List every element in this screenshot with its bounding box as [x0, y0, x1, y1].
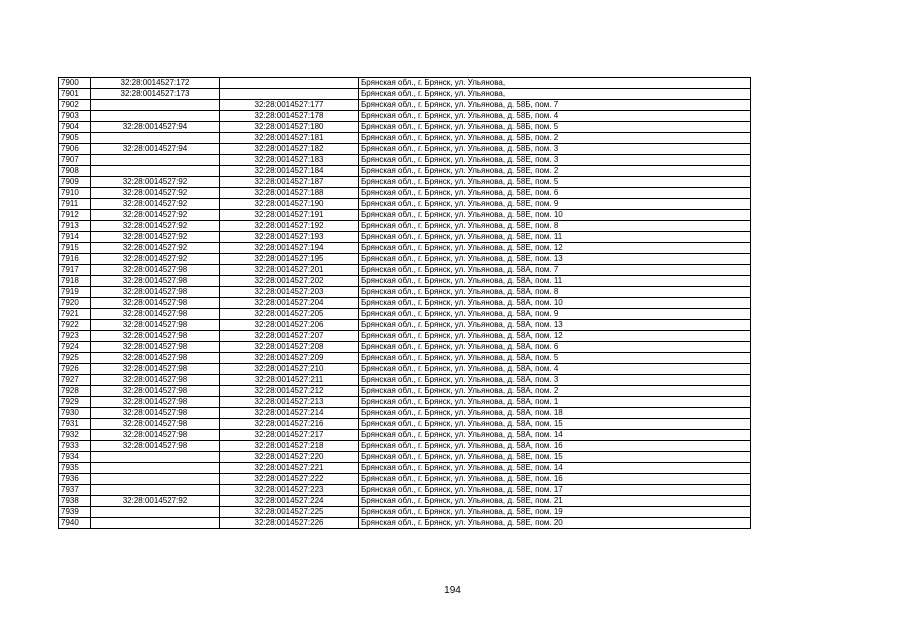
row-number-cell: 7932 — [59, 430, 91, 441]
table-row — [59, 342, 751, 353]
parent-cadastral-cell: 32:28:0014527:92 — [91, 221, 220, 232]
address-cell: Брянская обл., г. Брянск, ул. Ульянова, д. 58Е, пом. 19 — [359, 507, 751, 518]
row-number-cell: 7909 — [59, 177, 91, 188]
address-cell: Брянская обл., г. Брянск, ул. Ульянова, д. 58А, пом. 6 — [359, 342, 751, 353]
row-number-cell: 7921 — [59, 309, 91, 320]
address-cell: Брянская обл., г. Брянск, ул. Ульянова, д. 58Е, пом. 8 — [359, 221, 751, 232]
address-cell: Брянская обл., г. Брянск, ул. Ульянова, д. 58А, пом. 3 — [359, 375, 751, 386]
parent-cadastral-cell: 32:28:0014527:94 — [91, 122, 220, 133]
cadastral-number-cell: 32:28:0014527:193 — [220, 232, 359, 243]
row-number-cell: 7917 — [59, 265, 91, 276]
parent-cadastral-cell: 32:28:0014527:98 — [91, 408, 220, 419]
row-number-cell: 7936 — [59, 474, 91, 485]
parent-cadastral-cell: 32:28:0014527:92 — [91, 232, 220, 243]
parent-cadastral-cell: 32:28:0014527:98 — [91, 331, 220, 342]
row-number-cell: 7910 — [59, 188, 91, 199]
address-cell: Брянская обл., г. Брянск, ул. Ульянова, д. 58Е, пом. 6 — [359, 188, 751, 199]
cadastral-number-cell: 32:28:0014527:210 — [220, 364, 359, 375]
parent-cadastral-cell: 32:28:0014527:98 — [91, 265, 220, 276]
cadastral-number-cell: 32:28:0014527:187 — [220, 177, 359, 188]
table-row — [59, 518, 751, 529]
address-cell: Брянская обл., г. Брянск, ул. Ульянова, д. 58Е, пом. 20 — [359, 518, 751, 529]
cadastral-number-cell: 32:28:0014527:177 — [220, 100, 359, 111]
row-number-cell: 7933 — [59, 441, 91, 452]
cadastral-number-cell: 32:28:0014527:182 — [220, 144, 359, 155]
row-number-cell: 7920 — [59, 298, 91, 309]
cadastral-number-cell: 32:28:0014527:209 — [220, 353, 359, 364]
table-row — [59, 309, 751, 320]
cadastral-number-cell: 32:28:0014527:205 — [220, 309, 359, 320]
parent-cadastral-cell: 32:28:0014527:98 — [91, 353, 220, 364]
address-cell: Брянская обл., г. Брянск, ул. Ульянова, д. 58А, пом. 9 — [359, 309, 751, 320]
row-number-cell: 7915 — [59, 243, 91, 254]
row-number-cell: 7907 — [59, 155, 91, 166]
address-cell: Брянская обл., г. Брянск, ул. Ульянова, д. 58А, пом. 15 — [359, 419, 751, 430]
table-row — [59, 188, 751, 199]
cadastral-number-cell: 32:28:0014527:221 — [220, 463, 359, 474]
address-cell: Брянская обл., г. Брянск, ул. Ульянова, д. 58А, пом. 7 — [359, 265, 751, 276]
row-number-cell: 7923 — [59, 331, 91, 342]
parent-cadastral-cell — [91, 452, 220, 463]
parent-cadastral-cell — [91, 155, 220, 166]
parent-cadastral-cell: 32:28:0014527:92 — [91, 177, 220, 188]
address-cell: Брянская обл., г. Брянск, ул. Ульянова, д. 58Б, пом. 4 — [359, 111, 751, 122]
address-cell: Брянская обл., г. Брянск, ул. Ульянова, д. 58Б, пом. 2 — [359, 133, 751, 144]
table-row — [59, 331, 751, 342]
address-cell: Брянская обл., г. Брянск, ул. Ульянова, д. 58Е, пом. 13 — [359, 254, 751, 265]
parent-cadastral-cell: 32:28:0014527:98 — [91, 375, 220, 386]
row-number-cell: 7918 — [59, 276, 91, 287]
table-row — [59, 441, 751, 452]
row-number-cell: 7925 — [59, 353, 91, 364]
cadastral-number-cell: 32:28:0014527:202 — [220, 276, 359, 287]
table-row — [59, 452, 751, 463]
table-row — [59, 155, 751, 166]
cadastral-number-cell — [220, 78, 359, 89]
address-cell: Брянская обл., г. Брянск, ул. Ульянова, д. 58Е, пом. 15 — [359, 452, 751, 463]
row-number-cell: 7908 — [59, 166, 91, 177]
row-number-cell: 7927 — [59, 375, 91, 386]
parent-cadastral-cell: 32:28:0014527:98 — [91, 320, 220, 331]
cadastral-number-cell: 32:28:0014527:207 — [220, 331, 359, 342]
address-cell: Брянская обл., г. Брянск, ул. Ульянова, д. 58А, пом. 5 — [359, 353, 751, 364]
row-number-cell: 7930 — [59, 408, 91, 419]
table-row — [59, 276, 751, 287]
row-number-cell: 7901 — [59, 89, 91, 100]
table-row — [59, 320, 751, 331]
cadastral-number-cell — [220, 89, 359, 100]
row-number-cell: 7902 — [59, 100, 91, 111]
cadastral-number-cell: 32:28:0014527:213 — [220, 397, 359, 408]
row-number-cell: 7903 — [59, 111, 91, 122]
parent-cadastral-cell: 32:28:0014527:94 — [91, 144, 220, 155]
table-row — [59, 265, 751, 276]
row-number-cell: 7928 — [59, 386, 91, 397]
address-cell: Брянская обл., г. Брянск, ул. Ульянова, д. 58Б, пом. 5 — [359, 122, 751, 133]
cadastral-number-cell: 32:28:0014527:181 — [220, 133, 359, 144]
row-number-cell: 7922 — [59, 320, 91, 331]
parent-cadastral-cell: 32:28:0014527:98 — [91, 287, 220, 298]
table-row — [59, 474, 751, 485]
cadastral-number-cell: 32:28:0014527:190 — [220, 199, 359, 210]
row-number-cell: 7939 — [59, 507, 91, 518]
table-row — [59, 89, 751, 100]
table-row — [59, 287, 751, 298]
table-row — [59, 298, 751, 309]
cadastral-table — [58, 77, 751, 529]
cadastral-number-cell: 32:28:0014527:178 — [220, 111, 359, 122]
parent-cadastral-cell: 32:28:0014527:98 — [91, 430, 220, 441]
cadastral-number-cell: 32:28:0014527:226 — [220, 518, 359, 529]
row-number-cell: 7937 — [59, 485, 91, 496]
address-cell: Брянская обл., г. Брянск, ул. Ульянова, д. 58А, пом. 11 — [359, 276, 751, 287]
row-number-cell: 7929 — [59, 397, 91, 408]
table-row — [59, 210, 751, 221]
cadastral-number-cell: 32:28:0014527:220 — [220, 452, 359, 463]
cadastral-number-cell: 32:28:0014527:222 — [220, 474, 359, 485]
table-row — [59, 177, 751, 188]
parent-cadastral-cell: 32:28:0014527:92 — [91, 210, 220, 221]
cadastral-number-cell: 32:28:0014527:217 — [220, 430, 359, 441]
cadastral-number-cell: 32:28:0014527:223 — [220, 485, 359, 496]
cadastral-number-cell: 32:28:0014527:218 — [220, 441, 359, 452]
table-row — [59, 111, 751, 122]
cadastral-number-cell: 32:28:0014527:192 — [220, 221, 359, 232]
address-cell: Брянская обл., г. Брянск, ул. Ульянова, д. 58Е, пом. 12 — [359, 243, 751, 254]
cadastral-number-cell: 32:28:0014527:212 — [220, 386, 359, 397]
row-number-cell: 7935 — [59, 463, 91, 474]
table-body — [59, 78, 751, 529]
address-cell: Брянская обл., г. Брянск, ул. Ульянова, д. 58А, пом. 13 — [359, 320, 751, 331]
address-cell: Брянская обл., г. Брянск, ул. Ульянова, д. 58Е, пом. 14 — [359, 463, 751, 474]
row-number-cell: 7900 — [59, 78, 91, 89]
parent-cadastral-cell: 32:28:0014527:98 — [91, 276, 220, 287]
row-number-cell: 7906 — [59, 144, 91, 155]
table-row — [59, 364, 751, 375]
parent-cadastral-cell — [91, 507, 220, 518]
table-row — [59, 386, 751, 397]
address-cell: Брянская обл., г. Брянск, ул. Ульянова, д. 58А, пом. 8 — [359, 287, 751, 298]
cadastral-number-cell: 32:28:0014527:203 — [220, 287, 359, 298]
parent-cadastral-cell: 32:28:0014527:98 — [91, 386, 220, 397]
parent-cadastral-cell — [91, 485, 220, 496]
table-row — [59, 496, 751, 507]
table-row — [59, 430, 751, 441]
row-number-cell: 7914 — [59, 232, 91, 243]
table-row — [59, 353, 751, 364]
address-cell: Брянская обл., г. Брянск, ул. Ульянова, — [359, 89, 751, 100]
row-number-cell: 7931 — [59, 419, 91, 430]
parent-cadastral-cell: 32:28:0014527:98 — [91, 441, 220, 452]
address-cell: Брянская обл., г. Брянск, ул. Ульянова, д. 58Е, пом. 3 — [359, 155, 751, 166]
parent-cadastral-cell — [91, 474, 220, 485]
parent-cadastral-cell: 32:28:0014527:92 — [91, 254, 220, 265]
parent-cadastral-cell — [91, 111, 220, 122]
address-cell: Брянская обл., г. Брянск, ул. Ульянова, д. 58Е, пом. 9 — [359, 199, 751, 210]
address-cell: Брянская обл., г. Брянск, ул. Ульянова, д. 58А, пом. 16 — [359, 441, 751, 452]
parent-cadastral-cell: 32:28:0014527:98 — [91, 364, 220, 375]
address-cell: Брянская обл., г. Брянск, ул. Ульянова, д. 58А, пом. 1 — [359, 397, 751, 408]
row-number-cell: 7905 — [59, 133, 91, 144]
parent-cadastral-cell — [91, 133, 220, 144]
table-row — [59, 485, 751, 496]
cadastral-number-cell: 32:28:0014527:184 — [220, 166, 359, 177]
cadastral-number-cell: 32:28:0014527:201 — [220, 265, 359, 276]
parent-cadastral-cell: 32:28:0014527:98 — [91, 309, 220, 320]
cadastral-number-cell: 32:28:0014527:194 — [220, 243, 359, 254]
row-number-cell: 7912 — [59, 210, 91, 221]
row-number-cell: 7940 — [59, 518, 91, 529]
address-cell: Брянская обл., г. Брянск, ул. Ульянова, — [359, 78, 751, 89]
address-cell: Брянская обл., г. Брянск, ул. Ульянова, д. 58А, пом. 4 — [359, 364, 751, 375]
cadastral-number-cell: 32:28:0014527:191 — [220, 210, 359, 221]
row-number-cell: 7911 — [59, 199, 91, 210]
parent-cadastral-cell: 32:28:0014527:172 — [91, 78, 220, 89]
page-number: 194 — [444, 585, 461, 596]
table-row — [59, 419, 751, 430]
cadastral-number-cell: 32:28:0014527:180 — [220, 122, 359, 133]
row-number-cell: 7919 — [59, 287, 91, 298]
address-cell: Брянская обл., г. Брянск, ул. Ульянова, д. 58А, пом. 14 — [359, 430, 751, 441]
cadastral-number-cell: 32:28:0014527:208 — [220, 342, 359, 353]
table-row — [59, 144, 751, 155]
row-number-cell: 7913 — [59, 221, 91, 232]
row-number-cell: 7926 — [59, 364, 91, 375]
parent-cadastral-cell: 32:28:0014527:92 — [91, 188, 220, 199]
parent-cadastral-cell — [91, 166, 220, 177]
address-cell: Брянская обл., г. Брянск, ул. Ульянова, д. 58Б, пом. 7 — [359, 100, 751, 111]
parent-cadastral-cell: 32:28:0014527:92 — [91, 243, 220, 254]
cadastral-number-cell: 32:28:0014527:224 — [220, 496, 359, 507]
address-cell: Брянская обл., г. Брянск, ул. Ульянова, д. 58А, пом. 12 — [359, 331, 751, 342]
cadastral-number-cell: 32:28:0014527:216 — [220, 419, 359, 430]
cadastral-number-cell: 32:28:0014527:183 — [220, 155, 359, 166]
row-number-cell: 7938 — [59, 496, 91, 507]
row-number-cell: 7904 — [59, 122, 91, 133]
parent-cadastral-cell: 32:28:0014527:98 — [91, 419, 220, 430]
parent-cadastral-cell: 32:28:0014527:92 — [91, 199, 220, 210]
parent-cadastral-cell: 32:28:0014527:98 — [91, 298, 220, 309]
cadastral-number-cell: 32:28:0014527:214 — [220, 408, 359, 419]
address-cell: Брянская обл., г. Брянск, ул. Ульянова, д. 58Е, пом. 11 — [359, 232, 751, 243]
parent-cadastral-cell: 32:28:0014527:98 — [91, 397, 220, 408]
cadastral-number-cell: 32:28:0014527:225 — [220, 507, 359, 518]
table-row — [59, 199, 751, 210]
cadastral-number-cell: 32:28:0014527:188 — [220, 188, 359, 199]
cadastral-number-cell: 32:28:0014527:206 — [220, 320, 359, 331]
row-number-cell: 7916 — [59, 254, 91, 265]
table-row — [59, 254, 751, 265]
table-row — [59, 232, 751, 243]
table-row — [59, 243, 751, 254]
row-number-cell: 7924 — [59, 342, 91, 353]
cadastral-number-cell: 32:28:0014527:204 — [220, 298, 359, 309]
table-row — [59, 78, 751, 89]
table-row — [59, 221, 751, 232]
parent-cadastral-cell — [91, 463, 220, 474]
address-cell: Брянская обл., г. Брянск, ул. Ульянова, д. 58Е, пом. 21 — [359, 496, 751, 507]
table-row — [59, 122, 751, 133]
table-row — [59, 397, 751, 408]
cadastral-number-cell: 32:28:0014527:195 — [220, 254, 359, 265]
address-cell: Брянская обл., г. Брянск, ул. Ульянова, д. 58Е, пом. 10 — [359, 210, 751, 221]
parent-cadastral-cell — [91, 518, 220, 529]
address-cell: Брянская обл., г. Брянск, ул. Ульянова, д. 58Е, пом. 17 — [359, 485, 751, 496]
parent-cadastral-cell: 32:28:0014527:92 — [91, 496, 220, 507]
address-cell: Брянская обл., г. Брянск, ул. Ульянова, д. 58Е, пом. 5 — [359, 177, 751, 188]
parent-cadastral-cell: 32:28:0014527:173 — [91, 89, 220, 100]
address-cell: Брянская обл., г. Брянск, ул. Ульянова, д. 58А, пом. 2 — [359, 386, 751, 397]
table-row — [59, 463, 751, 474]
table-row — [59, 100, 751, 111]
address-cell: Брянская обл., г. Брянск, ул. Ульянова, д. 58Е, пом. 2 — [359, 166, 751, 177]
table-row — [59, 507, 751, 518]
address-cell: Брянская обл., г. Брянск, ул. Ульянова, д. 58А, пом. 18 — [359, 408, 751, 419]
parent-cadastral-cell — [91, 100, 220, 111]
table-row — [59, 166, 751, 177]
table-row — [59, 375, 751, 386]
address-cell: Брянская обл., г. Брянск, ул. Ульянова, д. 58А, пом. 10 — [359, 298, 751, 309]
address-cell: Брянская обл., г. Брянск, ул. Ульянова, д. 58Е, пом. 16 — [359, 474, 751, 485]
address-cell: Брянская обл., г. Брянск, ул. Ульянова, д. 58Б, пом. 3 — [359, 144, 751, 155]
row-number-cell: 7934 — [59, 452, 91, 463]
table-row — [59, 408, 751, 419]
cadastral-number-cell: 32:28:0014527:211 — [220, 375, 359, 386]
parent-cadastral-cell: 32:28:0014527:98 — [91, 342, 220, 353]
table-row — [59, 133, 751, 144]
